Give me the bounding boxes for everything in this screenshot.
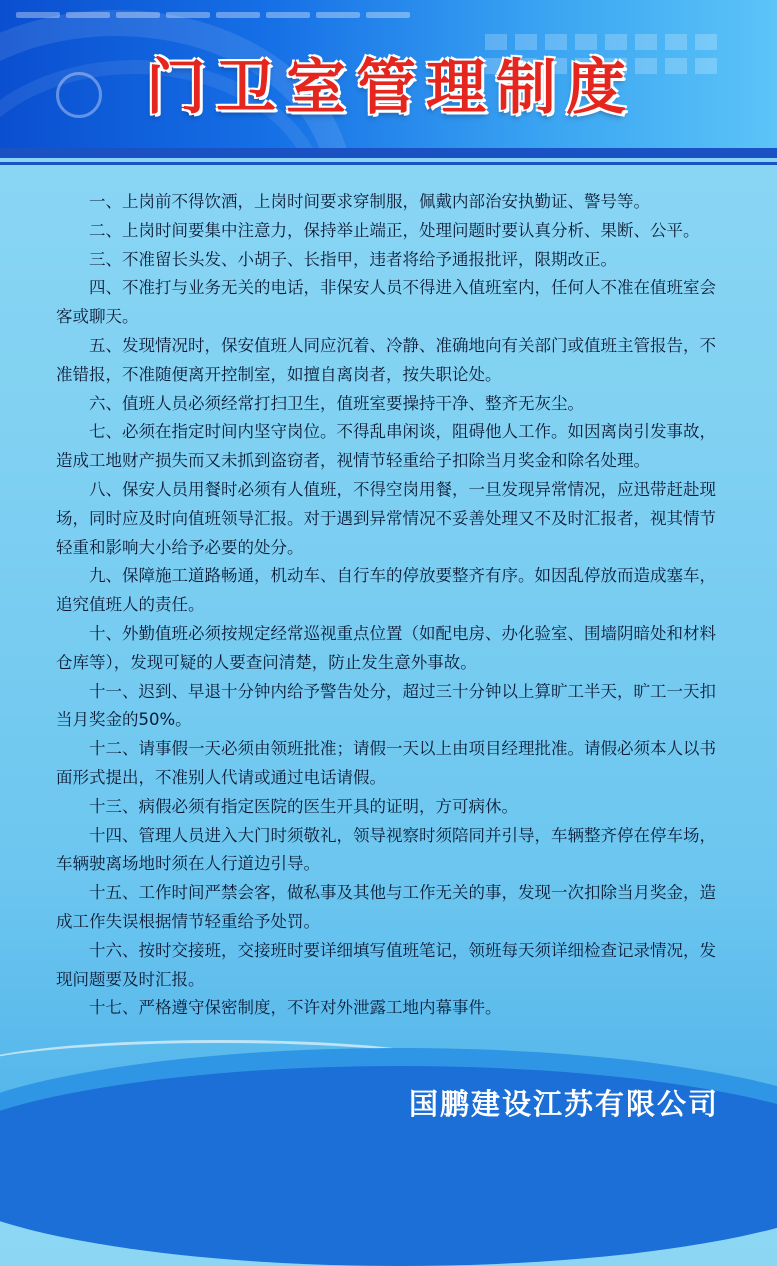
header-divider xyxy=(0,148,777,158)
rule-item: 十、外勤值班必须按规定经常巡视重点位置（如配电房、办化验室、围墙阴暗处和材料仓库等），发现可疑的人要查问清楚，防止发生意外事故。 xyxy=(56,623,716,672)
rule-item: 十三、病假必须有指定医院的医生开具的证明，方可病休。 xyxy=(89,796,518,816)
emblem-icon xyxy=(56,72,102,118)
rule-item: 十四、管理人员进入大门时须敬礼，领导视察时须陪同并引导，车辆整齐停在停车场，车辆驶离场地时须在人行道边引导。 xyxy=(56,825,716,874)
rule-item: 十一、迟到、早退十分钟内给予警告处分，超过三十分钟以上算旷工半天，旷工一天扣当月奖金的50%。 xyxy=(56,681,716,730)
header-divider-thin xyxy=(0,162,777,165)
rule-item: 八、保安人员用餐时必须有人值班，不得空岗用餐，一旦发现异常情况，应迅带赶赴现场，同时应及时向值班领导汇报。对于遇到异常情况不妥善处理又不及时汇报者，视其情节轻重和影响大小给予必要的处分。 xyxy=(56,479,716,557)
rule-item: 四、不准打与业务无关的电话，非保安人员不得进入值班室内，任何人不准在值班室会客或聊天。 xyxy=(56,278,716,327)
page-title: 门卫室管理制度 xyxy=(146,53,636,123)
rule-item: 三、不准留长头发、小胡子、长指甲，违者将给予通报批评，限期改正。 xyxy=(89,249,617,269)
header-banner xyxy=(0,0,777,148)
decorative-dashes xyxy=(16,12,410,18)
rule-item: 一、上岗前不得饮酒，上岗时间要求穿制服，佩戴内部治安执勤证、警号等。 xyxy=(89,192,650,211)
rule-item: 五、发现情况时，保安值班人同应沉着、冷静、准确地向有关部门或值班主管报告，不准错报，不准随便离开控制室，如擅自离岗者，按失职论处。 xyxy=(56,335,716,384)
rule-item: 六、值班人员必须经常打扫卫生，值班室要操持干净、整齐无灰尘。 xyxy=(89,393,584,413)
rule-item: 九、保障施工道路畅通，机动车、自行车的停放要整齐有序。如因乱停放而造成塞车，追究值班人的责任。 xyxy=(56,566,716,615)
rule-item: 十二、请事假一天必须由领班批准；请假一天以上由项目经理批准。请假必须本人以书面形式提出，不准别人代请或通过电话请假。 xyxy=(56,739,716,787)
rules-list xyxy=(56,188,726,1023)
rule-item: 七、必须在指定时间内坚守岗位。不得乱串闲谈，阻碍他人工作。如因离岗引发事故，造成工地财产损失而又未抓到盗窃者，视情节轻重给子扣除当月奖金和除名处理。 xyxy=(56,422,716,471)
rule-item: 二、上岗时间要集中注意力，保持举止端正，处理问题时要认真分析、果断、公平。 xyxy=(89,220,700,240)
rule-item: 十七、严格遵守保密制度，不许对外泄露工地内幕事件。 xyxy=(89,998,502,1018)
company-name: 国鹏建设江苏有限公司 xyxy=(408,1087,719,1121)
rule-item: 十五、工作时间严禁会客，做私事及其他与工作无关的事，发现一次扣除当月奖金，造成工作失误根据情节轻重给予处罚。 xyxy=(56,883,716,931)
rule-item: 十六、按时交接班，交接班时要详细填写值班笔记，领班每天须详细检查记录情况，发现问题要及时汇报。 xyxy=(56,940,716,989)
